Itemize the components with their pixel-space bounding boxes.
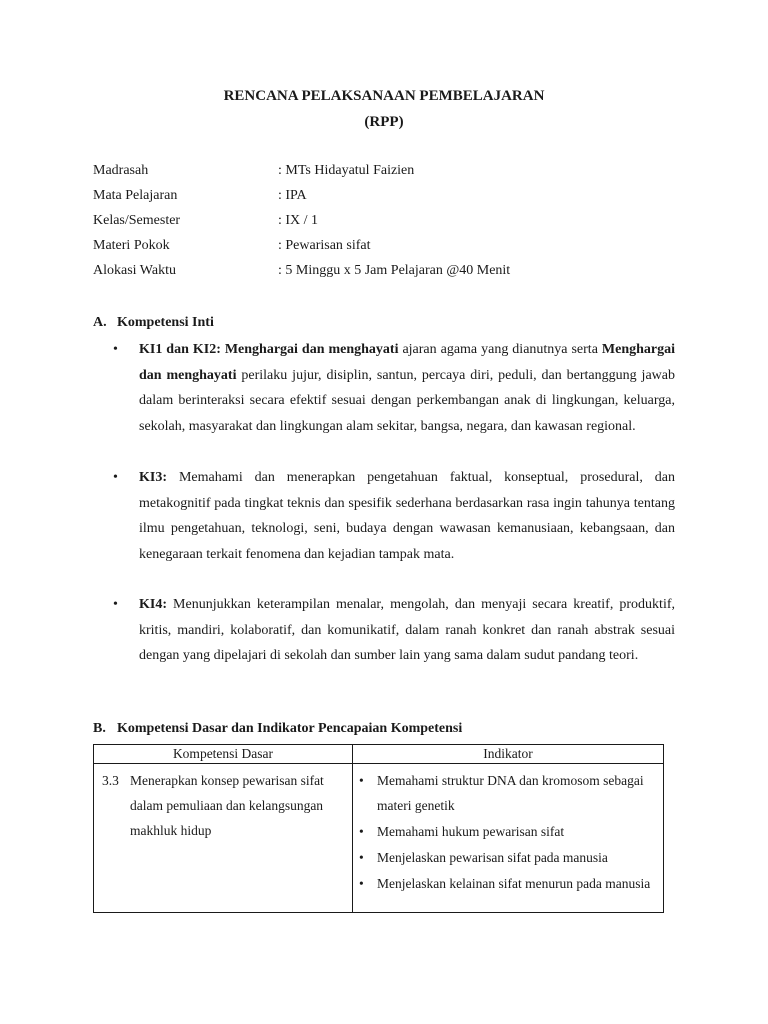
ki-text xyxy=(139,337,675,439)
section-number: A. xyxy=(93,315,107,330)
section-a-heading xyxy=(93,315,214,331)
identity-row xyxy=(93,163,693,183)
identity-value: : Pewarisan sifat xyxy=(278,238,371,253)
table-header-row xyxy=(94,745,664,764)
bullet-icon: • xyxy=(359,824,364,839)
identity-value: : IPA xyxy=(278,188,307,203)
ki-lead: KI1 dan KI2: xyxy=(139,342,221,357)
indicator-cell xyxy=(353,764,664,913)
identity-value: : IX / 1 xyxy=(278,213,319,228)
indicator-list xyxy=(357,768,657,897)
ki-text xyxy=(139,592,675,669)
kd-text: Menerapkan konsep pewarisan sifat dalam pemuliaan dan kelangsungan makhluk hidup xyxy=(130,773,324,838)
ki-body: perilaku jujur, disiplin, santun, percaya diri, peduli, dan bertanggung jawab dalam berinteraksi secara efektif sesuai dengan perkembangan anak di lingkungan, keluarga, sekolah, masyarakat dan lingkungan alam sekitar, bangsa, negara, dan kawasan regional. xyxy=(139,367,675,434)
identity-row xyxy=(93,263,693,283)
indicator-text: Menjelaskan kelainan sifat menurun pada manusia xyxy=(377,876,651,891)
identity-value: : 5 Minggu x 5 Jam Pelajaran @40 Menit xyxy=(278,263,511,278)
identity-row xyxy=(93,188,693,208)
bullet-icon: • xyxy=(113,470,118,485)
section-number: B. xyxy=(93,721,106,736)
ki-body: Menunjukkan keterampilan menalar, mengolah, dan menyaji secara kreatif, produktif, kritis, mandiri, kolaboratif, dan komunikatif, dalam ranah konkret dan ranah abstrak sesuai dengan yang dipelajari di sekolah dan sumber lain yang sama dalam sudut pandang teori. xyxy=(139,597,675,663)
bullet-icon: • xyxy=(113,597,118,612)
ki-item xyxy=(113,465,675,593)
section-b-heading xyxy=(93,721,462,737)
list-item xyxy=(357,845,657,870)
identity-label: Materi Pokok xyxy=(93,238,170,253)
column-header: Indikator xyxy=(353,745,664,764)
ki-bold: Menghargai dan menghayati xyxy=(139,342,675,383)
ki-body: Memahami dan menerapkan pengetahuan faktual, konseptual, prosedural, dan metakognitif pada tingkat teknis dan spesifik sederhana berdasarkan rasa ingin tahunya tentang ilmu pengetahuan, teknologi, seni, budaya dengan wawasan kemanusiaan, kebangsaan, dan kenegaraan terkait fenomena dan kejadian tampak mata. xyxy=(139,470,675,562)
identity-label: Madrasah xyxy=(93,163,149,178)
document-subtitle: (RPP) xyxy=(364,114,404,130)
bullet-icon: • xyxy=(113,342,118,357)
indicator-text: Menjelaskan pewarisan sifat pada manusia xyxy=(377,850,608,865)
identity-label: Alokasi Waktu xyxy=(93,263,176,278)
list-item xyxy=(357,871,657,896)
ki-lead: KI3: xyxy=(139,470,167,485)
section-title: Kompetensi Dasar dan Indikator Pencapaian Kompetensi xyxy=(117,721,463,736)
bullet-icon: • xyxy=(359,876,364,891)
identity-label: Kelas/Semester xyxy=(93,213,181,228)
kd-number: 3.3 xyxy=(102,773,119,788)
identity-row xyxy=(93,238,693,258)
document-title: RENCANA PELAKSANAAN PEMBELAJARAN xyxy=(223,88,545,104)
indicator-text: Memahami struktur DNA dan kromosom sebagai materi genetik xyxy=(377,773,644,813)
identity-label: Mata Pelajaran xyxy=(93,188,178,203)
ki-bold: Menghargai dan menghayati xyxy=(224,342,399,357)
ki-lead: KI4: xyxy=(139,597,167,612)
kd-indicator-table xyxy=(93,744,664,913)
ki-body: ajaran agama yang dianutnya serta xyxy=(398,342,602,357)
ki-item xyxy=(113,337,675,465)
bullet-icon: • xyxy=(359,773,364,788)
list-item xyxy=(357,768,657,818)
table-row xyxy=(94,764,664,913)
identity-row xyxy=(93,213,693,233)
ki-text xyxy=(139,465,675,567)
section-title: Kompetensi Inti xyxy=(117,315,214,330)
column-header: Kompetensi Dasar xyxy=(94,745,353,764)
ki-item xyxy=(113,592,675,696)
bullet-icon: • xyxy=(359,850,364,865)
kd-cell xyxy=(94,764,353,913)
list-item xyxy=(357,819,657,844)
indicator-text: Memahami hukum pewarisan sifat xyxy=(377,824,565,839)
identity-value: : MTs Hidayatul Faizien xyxy=(278,163,415,178)
